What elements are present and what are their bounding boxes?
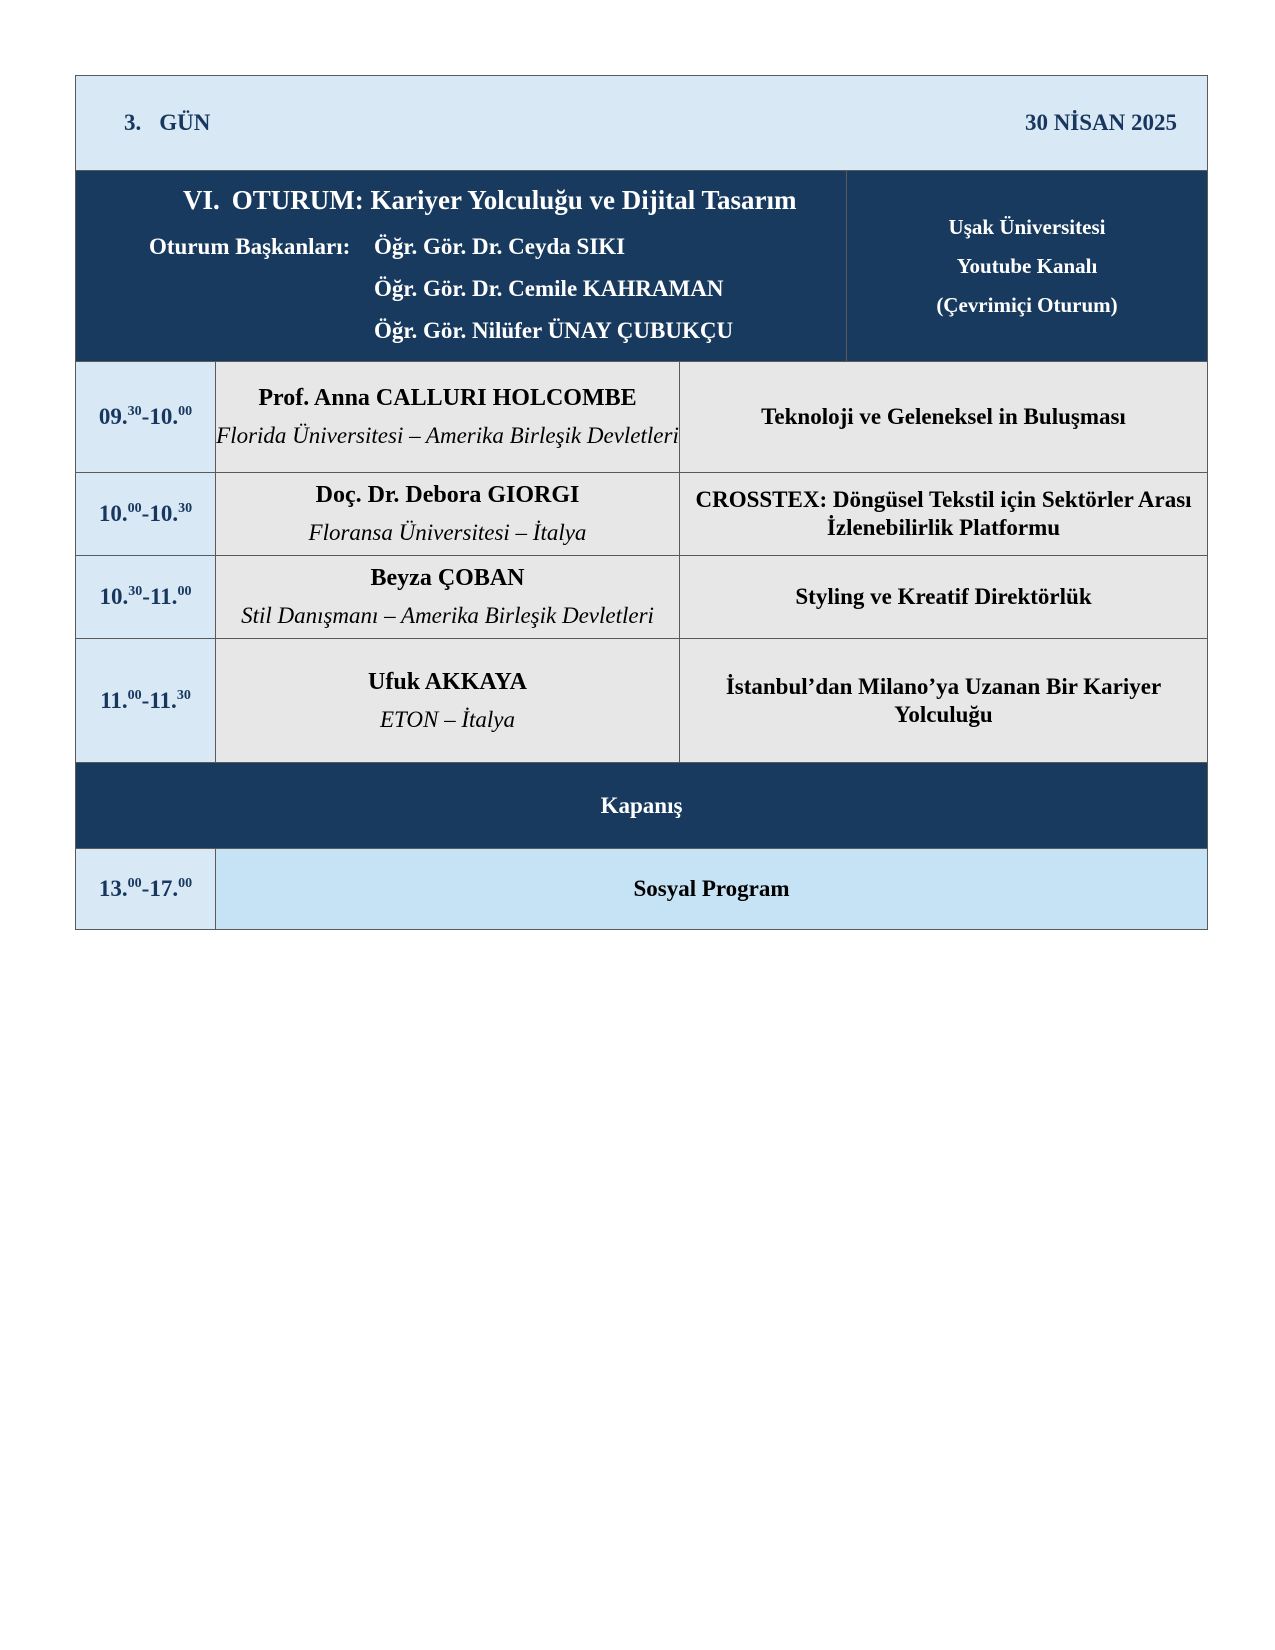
talk-row (76, 473, 1208, 556)
time-start-minute: 00 (127, 501, 142, 516)
session-roman: VI. (183, 185, 220, 215)
day-header (76, 76, 1208, 171)
talk-speaker-cell (216, 473, 680, 556)
session-info (76, 171, 847, 362)
talk-row (76, 639, 1208, 763)
speaker-affiliation: ETON – İtalya (379, 706, 516, 732)
program-table (75, 75, 1208, 930)
talk-time (76, 362, 216, 473)
time-end-hour: -17. (141, 876, 179, 901)
chair-name: Öğr. Gör. Dr. Ceyda SIKI (374, 234, 626, 259)
day-word: GÜN (159, 110, 211, 135)
time-start-hour: 13. (98, 876, 128, 901)
time-start-minute: 00 (127, 876, 142, 891)
speaker-affiliation: Florida Üniversitesi – Amerika Birleşik Devletleri (216, 423, 679, 448)
talk-speaker-cell (216, 556, 680, 639)
speaker-name: Beyza ÇOBAN (370, 565, 525, 591)
talk-speaker-cell (216, 362, 680, 473)
closing-label: Kapanış (76, 763, 1208, 849)
time-end-minute: 00 (178, 876, 193, 891)
speaker-name: Ufuk AKKAYA (368, 668, 527, 695)
time-start-hour: 11. (100, 687, 128, 713)
social-row (76, 849, 1208, 930)
speaker-name: Prof. Anna CALLURI HOLCOMBE (258, 385, 637, 411)
social-label: Sosyal Program (216, 849, 1208, 930)
day-date: 30 NİSAN 2025 (1024, 110, 1178, 135)
time-end-minute: 00 (178, 404, 193, 419)
venue-line: (Çevrimiçi Oturum) (936, 292, 1118, 317)
talk-topic: İstanbul’dan Milano’ya Uzanan Bir Kariyer Yolculuğu (680, 639, 1208, 763)
venue-line: Youtube Kanalı (956, 253, 1098, 278)
time-start-hour: 10. (98, 501, 128, 526)
session-venue (847, 171, 1208, 362)
session-header-row (76, 171, 1208, 362)
time-end-hour: -11. (142, 584, 178, 609)
talk-time (76, 639, 216, 763)
venue-line: Uşak Üniversitesi (948, 214, 1106, 239)
day-label (124, 110, 210, 136)
time-end-minute: 30 (178, 501, 193, 516)
time-end-hour: -11. (141, 687, 177, 713)
chairs-label: Oturum Başkanları: (149, 234, 351, 259)
time-start-minute: 30 (128, 584, 143, 599)
speaker-affiliation: Stil Danışmanı – Amerika Birleşik Devletleri (241, 603, 654, 628)
talk-time (76, 473, 216, 556)
talk-row (76, 556, 1208, 639)
time-end-hour: -10. (141, 404, 179, 429)
time-end-minute: 00 (177, 584, 192, 599)
talk-row (76, 362, 1208, 473)
time-start-minute: 00 (127, 687, 142, 703)
closing-row (76, 763, 1208, 849)
social-time (76, 849, 216, 930)
chair-name: Öğr. Gör. Dr. Cemile KAHRAMAN (374, 276, 724, 301)
time-start-minute: 30 (127, 404, 142, 419)
time-end-minute: 30 (176, 687, 191, 703)
time-start-hour: 09. (98, 404, 128, 429)
session-title-text: OTURUM: Kariyer Yolculuğu ve Dijital Tasarım (231, 185, 797, 215)
time-end-hour: -10. (141, 501, 179, 526)
session-title (183, 185, 797, 216)
talk-topic: Styling ve Kreatif Direktörlük (680, 556, 1208, 639)
speaker-affiliation: Floransa Üniversitesi – İtalya (308, 520, 587, 545)
day-header-row (76, 76, 1208, 171)
talk-topic: CROSSTEX: Döngüsel Tekstil için Sektörler Arası İzlenebilirlik Platformu (680, 473, 1208, 556)
speaker-name: Doç. Dr. Debora GIORGI (315, 482, 580, 508)
talk-time (76, 556, 216, 639)
time-start-hour: 10. (99, 584, 129, 609)
talk-speaker-cell (216, 639, 680, 763)
chair-name: Öğr. Gör. Nilüfer ÜNAY ÇUBUKÇU (374, 318, 734, 343)
talk-topic: Teknoloji ve Geleneksel in Buluşması (680, 362, 1208, 473)
day-number: 3. (124, 110, 142, 135)
